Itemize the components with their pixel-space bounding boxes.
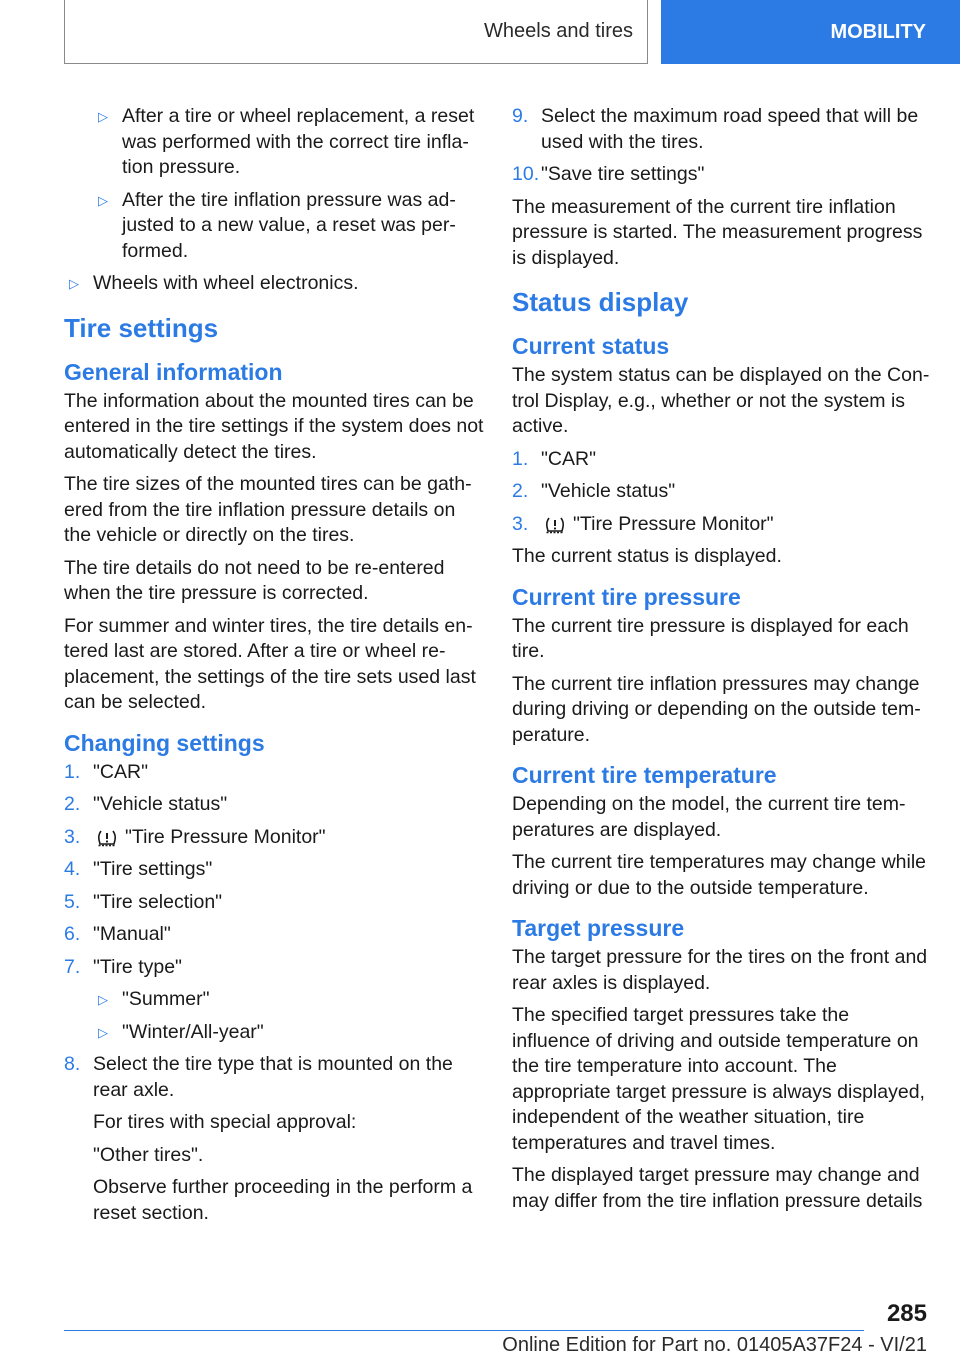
footer-edition: Online Edition for Part no. 01405A37F24 - VI/21 bbox=[502, 1334, 927, 1356]
triangle-bullet-icon: ▷ bbox=[98, 1024, 108, 1040]
triangle-bullet-icon: ▷ bbox=[69, 276, 79, 291]
right-column bbox=[512, 104, 930, 1221]
step-item: 2. "Vehicle status" bbox=[64, 793, 228, 815]
heading-changing-settings: Changing settings bbox=[64, 729, 265, 756]
triangle-bullet-icon: ▷ bbox=[98, 109, 108, 124]
paragraph: The current tire pressure is displayed for each tire. bbox=[512, 614, 909, 662]
step-item: 1. "CAR" bbox=[512, 447, 597, 470]
step-item: 8. Select the tire type that is mounted on the rear axle. bbox=[64, 1053, 453, 1101]
list-item: ▷ After a tire or wheel replacement, a reset was performed with the correct tire inflation pressure. bbox=[64, 104, 484, 181]
tire-pressure-warning-icon bbox=[97, 829, 117, 847]
paragraph: The displayed target pressure may change and may differ from the tire inflation pressure details bbox=[512, 1164, 923, 1212]
step-item: 3. "Tire Pressure Monitor" bbox=[512, 512, 774, 535]
header-chapter-tab bbox=[661, 0, 960, 64]
paragraph: Depending on the model, the current tire temperatures are displayed. bbox=[512, 793, 906, 841]
heading-current-status: Current status bbox=[512, 333, 670, 359]
paragraph: The tire sizes of the mounted tires can be gathered from the tire inflation pressure details on the vehicle or directly on the tires. bbox=[64, 473, 472, 546]
step-item: 4. "Tire settings" bbox=[64, 858, 213, 880]
paragraph: The current tire temperatures may change while driving or due to the outside temperature. bbox=[512, 851, 927, 899]
paragraph: Observe further proceeding in the perform a reset section. bbox=[93, 1176, 473, 1224]
step-item: 6. "Manual" bbox=[64, 923, 171, 945]
heading-target-pressure: Target pressure bbox=[512, 915, 685, 941]
header-section-title: Wheels and tires bbox=[484, 20, 633, 42]
step-item: 2. "Vehicle status" bbox=[512, 480, 676, 502]
paragraph: The information about the mounted tires can be entered in the tire settings if the system does not automatically detect the tires. bbox=[64, 389, 484, 463]
paragraph: The tire details do not need to be re-entered when the tire pressure is corrected. bbox=[64, 556, 445, 604]
heading-status-display: Status display bbox=[512, 287, 689, 317]
heading-current-tire-pressure: Current tire pressure bbox=[512, 583, 741, 610]
step-item: 3. "Tire Pressure Monitor" bbox=[64, 825, 326, 848]
paragraph: The system status can be displayed on the Control Display, e.g., whether or not the system is active. bbox=[512, 364, 930, 437]
list-item: ▷ "Winter/All-year" bbox=[64, 1020, 484, 1046]
paragraph: The current status is displayed. bbox=[512, 545, 782, 567]
tire-pressure-warning-icon bbox=[545, 516, 565, 534]
list-item: ▷ After the tire inflation pressure was adjusted to a new value, a reset was performed. bbox=[64, 188, 484, 265]
header-chapter-title: MOBILITY bbox=[830, 20, 926, 43]
paragraph: The current tire inflation pressures may change during driving or depending on the outside temperature. bbox=[512, 672, 921, 746]
triangle-bullet-icon: ▷ bbox=[98, 992, 108, 1007]
paragraph: For summer and winter tires, the tire details entered last are stored. After a tire or wheel replacement, the settings of the tire sets used last can be selected. bbox=[64, 614, 476, 713]
step-item: 1. "CAR" bbox=[64, 760, 149, 783]
step-item: 9. Select the maximum road speed that will be used with the tires. bbox=[512, 105, 919, 153]
left-column bbox=[64, 104, 484, 1233]
paragraph: "Other tires". bbox=[93, 1143, 204, 1166]
list-item: ▷ "Summer" bbox=[64, 987, 484, 1013]
list-item: ▷ Wheels with wheel electronics. bbox=[64, 271, 484, 297]
paragraph: For tires with special approval: bbox=[93, 1111, 357, 1133]
heading-general-information: General information bbox=[64, 358, 283, 385]
paragraph: The measurement of the current tire inflation pressure is started. The measurement progress is displayed. bbox=[512, 195, 923, 269]
triangle-bullet-icon: ▷ bbox=[98, 192, 108, 208]
heading-tire-settings: Tire settings bbox=[64, 312, 219, 343]
paragraph: The target pressure for the tires on the front and rear axles is displayed. bbox=[512, 946, 928, 994]
step-item: 10. "Save tire settings" bbox=[512, 163, 705, 185]
footer-divider bbox=[64, 1330, 864, 1331]
heading-current-tire-temperature: Current tire temperature bbox=[512, 762, 777, 788]
paragraph: The specified target pressures take the influence of driving and outside temperature on the tire temperature into account. The appropriate target pressure is always displayed, independent of the weather situation, tire temperatures and travel times. bbox=[512, 1004, 925, 1154]
page-number: 285 bbox=[886, 1300, 927, 1327]
step-item: 5. "Tire selection" bbox=[64, 890, 223, 913]
header-section-box bbox=[64, 0, 648, 64]
step-item: 7. "Tire type" bbox=[64, 955, 182, 978]
